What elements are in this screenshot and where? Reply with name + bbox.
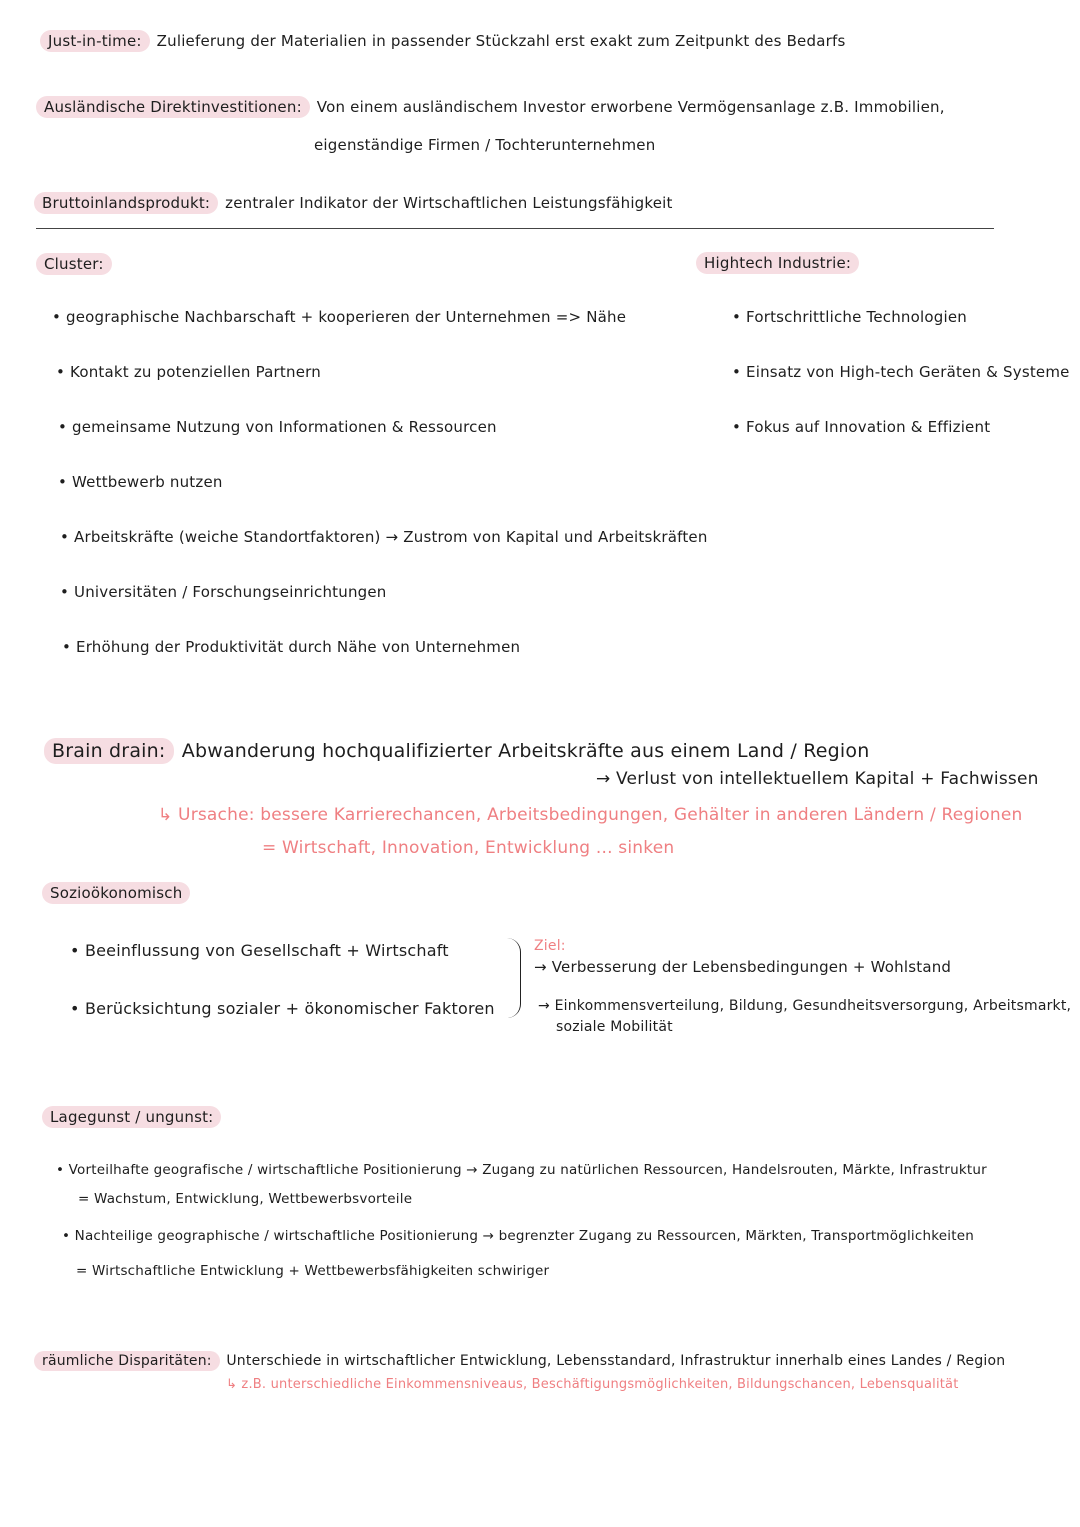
socio-heading-label: Sozioökonomisch xyxy=(42,882,190,904)
cluster-item: • Erhöhung der Produktivität durch Nähe von Unternehmen xyxy=(62,638,520,656)
socio-item: • Beeinflussung von Gesellschaft + Wirtschaft xyxy=(70,941,449,960)
socio-goal-2: → Einkommensverteilung, Bildung, Gesundheitsversorgung, Arbeitsmarkt, xyxy=(538,998,1072,1014)
hightech-item: • Fokus auf Innovation & Effizient xyxy=(732,418,990,436)
socio-goal-label: Ziel: xyxy=(534,938,566,954)
socio-item: • Berücksichtung sozialer + ökonomischer Faktoren xyxy=(70,999,495,1018)
brain-drain-text: Abwanderung hochqualifizierter Arbeitskräfte aus einem Land / Region xyxy=(181,740,870,762)
socio-goal-1: → Verbesserung der Lebensbedingungen + Wohlstand xyxy=(534,958,952,976)
lage-item-result: = Wirtschaftliche Entwicklung + Wettbewerbsfähigkeiten schwiriger xyxy=(76,1263,550,1279)
lage-heading xyxy=(42,1106,223,1128)
socio-heading xyxy=(42,882,192,904)
brain-drain-cause-text: bessere Karrierechancen, Arbeitsbedingungen, Gehälter in anderen Ländern / Regionen xyxy=(260,805,1023,825)
cluster-item: • Wettbewerb nutzen xyxy=(58,473,223,491)
fdi-text: Von einem ausländischem Investor erworbene Vermögensanlage z.B. Immobilien, xyxy=(316,98,945,116)
socio-goal-3: soziale Mobilität xyxy=(556,1019,673,1035)
hightech-item: • Einsatz von High-tech Geräten & Systeme xyxy=(732,363,1070,381)
lage-heading-label: Lagegunst / ungunst: xyxy=(42,1106,221,1128)
cluster-item: • Kontakt zu potenziellen Partnern xyxy=(56,363,321,381)
brain-drain-cause-label: ↳ Ursache: xyxy=(158,805,255,825)
hightech-heading xyxy=(696,252,861,274)
disparitaeten-term: räumliche Disparitäten: xyxy=(34,1351,220,1371)
fdi-text-continued: eigenständige Firmen / Tochterunternehmen xyxy=(314,136,656,154)
brain-drain-definition xyxy=(44,738,869,764)
disparitaeten-example: ↳ z.B. unterschiedliche Einkommensniveaus, Beschäftigungsmöglichkeiten, Bildungschancen, Lebensqualität xyxy=(226,1377,959,1392)
cluster-item: • Arbeitskräfte (weiche Standortfaktoren) → Zustrom von Kapital und Arbeitskräften xyxy=(60,528,708,546)
cluster-item: • geographische Nachbarschaft + kooperieren der Unternehmen => Nähe xyxy=(52,308,626,326)
hightech-item: • Fortschrittliche Technologien xyxy=(732,308,967,326)
jit-text: Zulieferung der Materialien in passender Stückzahl erst exakt zum Zeitpunkt des Bedarfs xyxy=(156,32,846,50)
gdp-term: Bruttoinlandsprodukt: xyxy=(34,192,218,214)
lage-item-result: = Wachstum, Entwicklung, Wettbewerbsvorteile xyxy=(78,1191,413,1207)
brain-drain-cause-effect: = Wirtschaft, Innovation, Entwicklung ... sinken xyxy=(262,838,675,858)
lage-item: • Nachteilige geographische / wirtschaftliche Positionierung → begrenzter Zugang zu Ressourcen, Märkten, Transportmöglichkeiten xyxy=(62,1228,974,1244)
fdi-definition xyxy=(36,96,945,118)
lage-item: • Vorteilhafte geografische / wirtschaftliche Positionierung → Zugang zu natürlichen Ressourcen, Handelsrouten, Märkte, Infrastruktur xyxy=(56,1162,987,1178)
disparitaeten-definition xyxy=(34,1351,1005,1371)
curly-brace-icon xyxy=(506,938,521,1018)
fdi-term: Ausländische Direktinvestitionen: xyxy=(36,96,310,118)
brain-drain-cause xyxy=(158,805,1023,825)
cluster-heading-label: Cluster: xyxy=(36,253,112,275)
cluster-item: • gemeinsame Nutzung von Informationen & Ressourcen xyxy=(58,418,497,436)
gdp-text: zentraler Indikator der Wirtschaftlichen Leistungsfähigkeit xyxy=(225,194,673,212)
divider-line xyxy=(36,228,994,229)
gdp-definition xyxy=(34,192,673,214)
disparitaeten-text: Unterschiede in wirtschaftlicher Entwicklung, Lebensstandard, Infrastruktur innerhalb eines Landes / Region xyxy=(226,1353,1006,1369)
hightech-heading-label: Hightech Industrie: xyxy=(696,252,859,274)
brain-drain-result: → Verlust von intellektuellem Kapital + Fachwissen xyxy=(596,769,1039,789)
jit-term: Just-in-time: xyxy=(40,30,150,52)
jit-definition xyxy=(40,30,845,52)
cluster-item: • Universitäten / Forschungseinrichtungen xyxy=(60,583,387,601)
brain-drain-term: Brain drain: xyxy=(44,738,174,764)
cluster-heading xyxy=(36,253,114,275)
